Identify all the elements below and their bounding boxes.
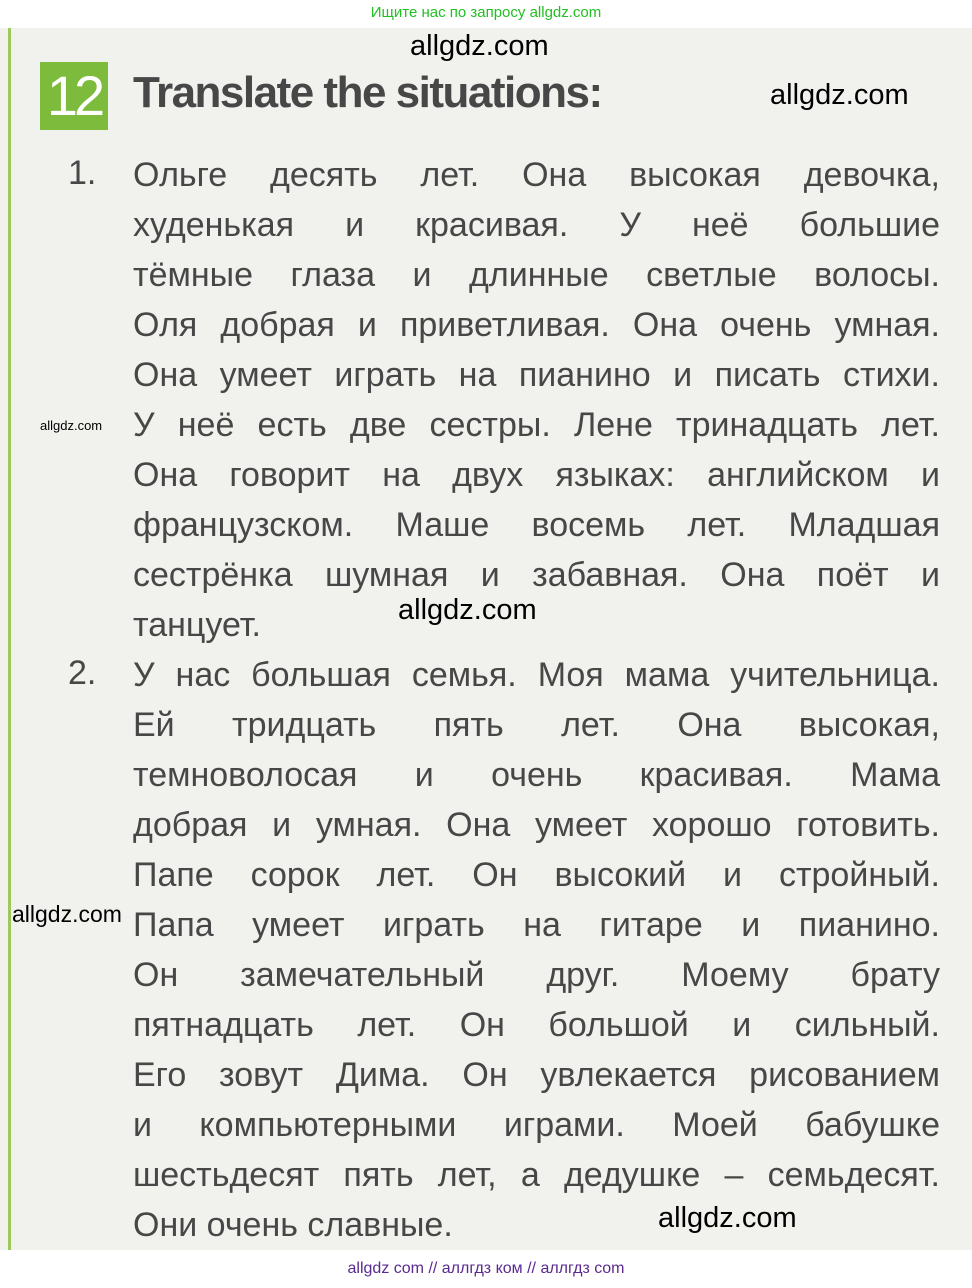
text-line: французском. Маше восемь лет. Младшая [133,506,940,544]
watermark: allgdz.com [40,418,103,433]
item-number: 2. [68,654,97,692]
exercise-title: Translate the situations: [133,68,602,117]
text-line: тёмные глаза и длинные светлые волосы. [133,256,940,294]
watermark: allgdz.com [410,30,549,62]
text-line: Он замечательный друг. Моему брату [133,956,940,994]
text-line: Папа умеет играть на гитаре и пианино. [133,906,940,944]
text-line: Его зовут Дима. Он увлекается рисованием [133,1056,940,1094]
watermark: allgdz.com [658,1202,797,1234]
text-line: пятнадцать лет. Он большой и сильный. [133,1006,940,1044]
text-line: темноволосая и очень красивая. Мама [133,756,940,794]
watermark: allgdz.com [770,79,909,111]
text-line: Оля добрая и приветливая. Она очень умная. [133,306,940,344]
text-line: Она говорит на двух языках: английском и [133,456,940,494]
text-line: Папе сорок лет. Он высокий и стройный. [133,856,940,894]
bottom-banner[interactable]: allgdz com // аллгдз ком // аллгдз com [347,1260,625,1277]
watermark: allgdz.com [12,901,122,927]
text-line: и компьютерными играми. Моей бабушке [133,1106,940,1144]
top-banner[interactable]: Ищите нас по запросу allgdz.com [370,4,602,21]
watermark: allgdz.com [398,594,537,626]
item-number: 1. [68,154,97,192]
text-line: Они очень славные. [133,1206,453,1244]
text-line: Она умеет играть на пианино и писать стихи. [133,356,940,394]
text-line: Ольге десять лет. Она высокая девочка, [133,156,940,194]
text-line: сестрёнка шумная и забавная. Она поёт и [133,556,940,594]
text-line: добрая и умная. Она умеет хорошо готовить. [133,806,940,844]
exercise-number-badge: 12 [40,62,108,130]
text-line: У неё есть две сестры. Лене тринадцать лет. [133,406,940,444]
text-line: У нас большая семья. Моя мама учительница. [133,656,940,694]
text-line: Ей тридцать пять лет. Она высокая, [133,706,940,744]
page-edge-line [8,28,11,1250]
text-line: худенькая и красивая. У неё большие [133,206,940,244]
text-line: шестьдесят пять лет, а дедушке – семьдесят. [133,1156,940,1194]
text-line: танцует. [133,606,261,644]
textbook-page [0,28,972,1250]
